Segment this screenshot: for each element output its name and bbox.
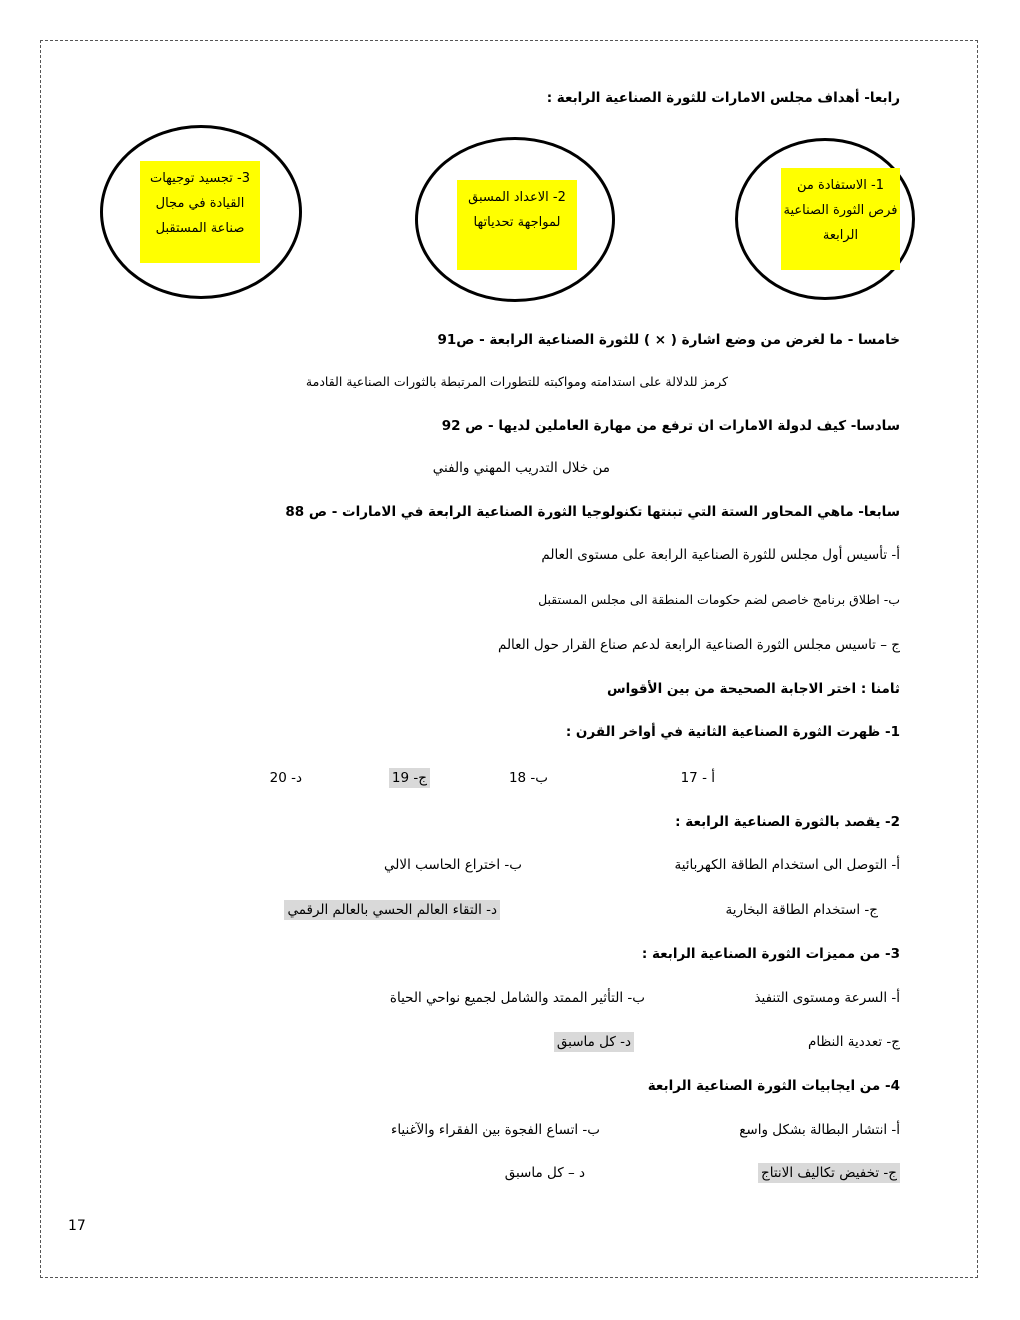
q3-option-a: أ- السرعة ومستوى التنفيذ — [754, 990, 900, 1006]
q3-option-d-answer: د- كل ماسبق — [554, 1032, 634, 1052]
goal3-note: 3- تجسيد توجيهات القيادة في مجال صناعة المستقبل — [140, 161, 260, 263]
q2-option-d-answer: د- التقاء العالم الحسي بالعالم الرقمي — [284, 900, 500, 920]
q1-option-c-answer: ج- 19 — [389, 768, 430, 788]
q1-option-b: ب- 18 — [508, 770, 548, 786]
q4-option-c-answer: ج- تخفيض تكاليف الانتاج — [758, 1163, 900, 1183]
page-number: 17 — [68, 1218, 86, 1234]
q2-option-b: ب- اختراع الحاسب الالي — [384, 857, 522, 873]
sec4-title: رابعا- أهداف مجلس الامارات للثورة الصناعية الرابعة : — [546, 90, 900, 106]
q1-question: 1- ظهرت الثورة الصناعية الثانية في أواخر القرن : — [565, 724, 900, 740]
sec7-item-a: أ- تأسيس أول مجلس للثورة الصناعية الرابعة على مستوى العالم — [541, 547, 900, 563]
sec7-title: سابعا- ماهي المحاور الستة التي تبنتها تكنولوجيا الثورة الصناعية الرابعة في الامارات - ص 88 — [285, 504, 900, 520]
q1-option-a: أ - 17 — [680, 770, 715, 786]
q2-option-c: ج- استخدام الطاقة البخارية — [725, 902, 878, 918]
q1-option-d: د- 20 — [269, 770, 302, 786]
sec8-title: ثامنا : اختر الاجابة الصحيحة من بين الأقواس — [606, 681, 900, 697]
q4-option-b: ب- اتساع الفجوة بين الفقراء والآغنياء — [390, 1122, 600, 1138]
sec6-answer: من خلال التدريب المهني والفني — [432, 460, 610, 476]
goal2-note: 2- الاعداد المسبق لمواجهة تحدياتها — [457, 180, 577, 270]
q2-option-a: أ- التوصل الى استخدام الطاقة الكهربائية — [674, 857, 900, 873]
sec7-item-c: ج – تاسيس مجلس الثورة الصناعية الرابعة لدعم صناع القرار حول العالم — [497, 637, 900, 653]
sec5-answer: كرمز للدلالة على استدامته ومواكبته للتطورات المرتبطة بالثورات الصناعية القادمة — [305, 374, 728, 389]
sec6-title: سادسا- كيف لدولة الامارات ان ترفع من مهارة العاملين لديها - ص 92 — [441, 418, 900, 434]
q3-option-c: ج- تعددية النظام — [807, 1034, 900, 1050]
sec7-item-b: ب- اطلاق برنامج خاصص لضم حكومات المنطقة الى مجلس المستقبل — [538, 592, 900, 607]
q3-option-b: ب- التأثير الممتد والشامل لجميع نواحي الحياة — [389, 990, 645, 1006]
q4-option-d: د – كل ماسبق — [504, 1165, 585, 1181]
q4-option-a: أ- انتشار البطالة بشكل واسع — [739, 1122, 900, 1138]
goal1-note: 1- الاستفادة من فرص الثورة الصناعية الرابعة — [781, 168, 900, 270]
q2-question: 2- يقصد بالثورة الصناعية الرابعة : — [675, 814, 900, 830]
q3-question: 3- من مميزات الثورة الصناعية الرابعة : — [641, 946, 900, 962]
sec5-title: خامسا - ما لغرض من وضع اشارة ( × ) للثورة الصناعية الرابعة - ص91 — [437, 332, 900, 348]
q4-question: 4- من ايجابيات الثورة الصناعية الرابعة — [647, 1078, 900, 1094]
